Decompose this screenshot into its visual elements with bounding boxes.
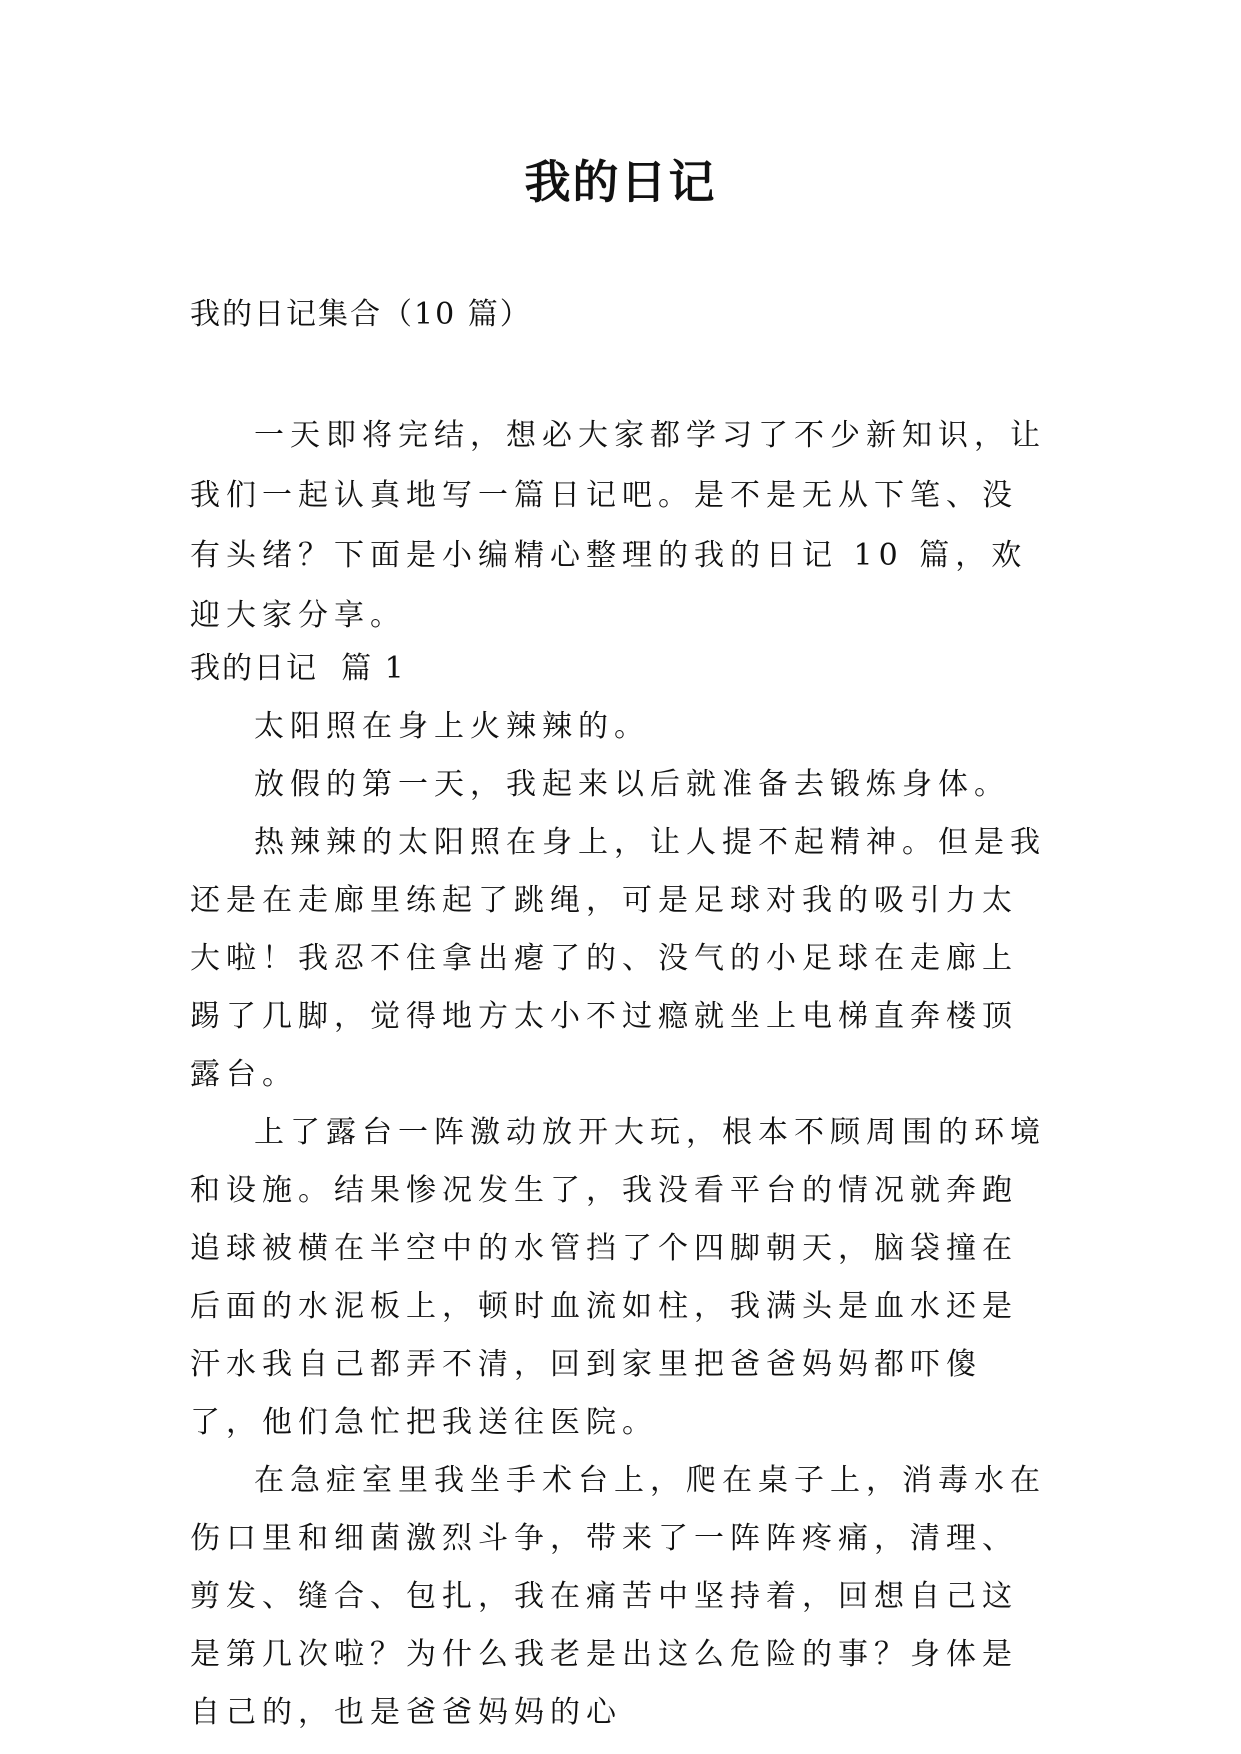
intro-block bbox=[190, 406, 1052, 646]
intro-paragraph: 一天即将完结，想必大家都学习了不少新知识，让我们一起认真地写一篇日记吧。是不是无从下笔、没有头绪？下面是小编精心整理的我的日记 10 篇，欢迎大家分享。 bbox=[190, 418, 1046, 633]
diary-section-1 bbox=[190, 640, 1052, 1742]
document-title: 我的日记 bbox=[524, 155, 717, 209]
section-paragraph: 热辣辣的太阳照在身上，让人提不起精神。但是我还是在走廊里练起了跳绳，可是足球对我的吸引力太大啦！我忍不住拿出瘪了的、没气的小足球在走廊上踢了几脚，觉得地方太小不过瘾就坐上电梯直奔楼顶露台。 bbox=[190, 825, 1046, 1092]
section-paragraph: 上了露台一阵激动放开大玩，根本不顾周围的环境和设施。结果惨况发生了，我没看平台的情况就奔跑追球被横在半空中的水管挡了个四脚朝天，脑袋撞在后面的水泥板上，顿时血流如柱，我满头是血水还是汗水我自己都弄不清，回到家里把爸爸妈妈都吓傻了，他们急忙把我送往医院。 bbox=[190, 1115, 1046, 1440]
section-paragraph: 在急症室里我坐手术台上，爬在桌子上，消毒水在伤口里和细菌激烈斗争，带来了一阵阵疼痛，清理、剪发、缝合、包扎，我在痛苦中坚持着，回想自己这是第几次啦？为什么我老是出这么危险的事？身体是自己的，也是爸爸妈妈的心 bbox=[190, 1463, 1046, 1730]
section-paragraph: 太阳照在身上火辣辣的。 bbox=[254, 709, 650, 744]
section-paragraph: 放假的第一天，我起来以后就准备去锻炼身体。 bbox=[254, 767, 1010, 802]
document-subtitle: 我的日记集合（10 篇） bbox=[190, 297, 532, 332]
section-heading: 我的日记 篇 1 bbox=[190, 651, 406, 686]
